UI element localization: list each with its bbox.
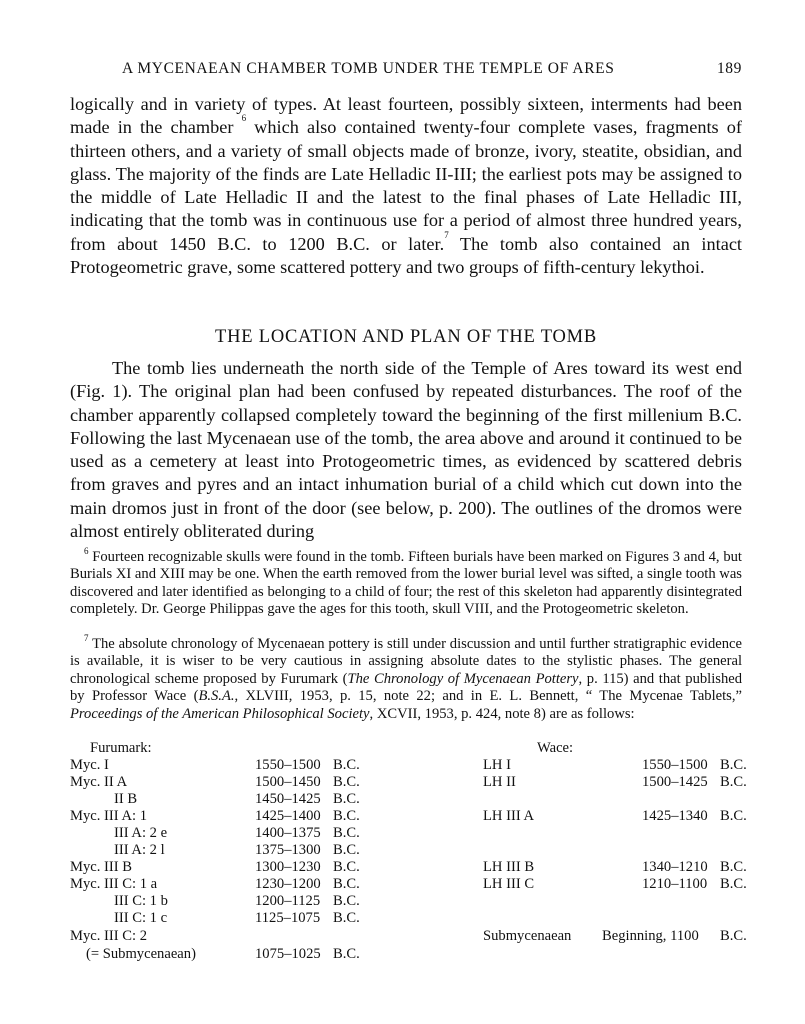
footnote-text: , XLVIII, 1953, p. 15, note 22; and in E. L. Bennett, “ The Mycenae Tablets,” — [234, 688, 742, 705]
furumark-phase: II B — [114, 791, 138, 807]
wace-phase: LH III B — [483, 859, 535, 875]
wace-dates: 1210–1100 — [642, 876, 708, 892]
footnote-mark: 6 — [84, 546, 89, 556]
wace-era: B.C. — [720, 774, 747, 790]
paragraph-intro — [70, 93, 742, 279]
furumark-phase: Myc. III A: 1 — [70, 808, 148, 824]
furumark-phase: Myc. III C: 1 a — [70, 876, 158, 892]
text-run: The tomb also contained an intact Protogeometric grave, some scattered pottery and two groups of fifth-century lekythoi. — [70, 233, 743, 278]
furumark-dates: 1075–1025 — [255, 946, 321, 962]
furumark-dates: 1200–1125 — [255, 893, 321, 909]
wace-dates: 1425–1340 — [642, 808, 708, 824]
paragraph-location — [70, 357, 742, 543]
furumark-era: B.C. — [333, 910, 360, 926]
page-number: 189 — [716, 60, 742, 77]
furumark-dates: 1400–1375 — [255, 825, 321, 841]
running-head-title: A MYCENAEAN CHAMBER TOMB UNDER THE TEMPLE OF ARES — [122, 60, 615, 77]
journal-title: Proceedings of the American Philosophical Society — [70, 705, 370, 722]
wace-era: B.C. — [720, 757, 747, 773]
furumark-era: B.C. — [333, 876, 360, 892]
furumark-phase: (= Submycenaean) — [86, 946, 196, 962]
section-heading: THE LOCATION AND PLAN OF THE TOMB — [214, 327, 598, 347]
furumark-era: B.C. — [333, 774, 360, 790]
furumark-dates: 1500–1450 — [255, 774, 321, 790]
wace-phase: LH I — [483, 757, 511, 773]
furumark-dates: 1550–1500 — [255, 757, 321, 773]
journal-abbrev: B.S.A. — [198, 688, 235, 705]
text-run: Following the last Mycenaean use of the tomb, the area above and around it continued to be used as a cemetery at least into Protogeometric times, as evidenced by scattered debris from graves and pyres and an intact inhumation burial of a child which cut down into the main dromos just in front of the door (see below, p. 200). The outlines of the dromos were almost entirely obliterated during — [70, 427, 742, 542]
furumark-phase: III C: 1 b — [114, 893, 168, 909]
furumark-phase: Myc. III C: 2 — [70, 928, 148, 944]
wace-dates: Beginning, 1100 — [602, 928, 699, 944]
wace-era: B.C. — [720, 928, 747, 944]
book-title: The Chronology of Mycenaean Pottery — [347, 670, 579, 687]
furumark-era: B.C. — [333, 859, 360, 875]
furumark-dates: 1375–1300 — [255, 842, 321, 858]
furumark-dates: 1425–1400 — [255, 808, 321, 824]
furumark-phase: III C: 1 c — [114, 910, 168, 926]
footnote-6 — [70, 546, 742, 619]
footnote-text: The absolute chronology of Mycenaean pottery is still under discussion and until further stratigraphic evidence is available, it is wiser to be very cautious in assigning absolute dates to the stylistic phases. The general chronological scheme proposed by Furumark ( — [70, 636, 743, 687]
text-run: which also contained twenty-four complete vases, fragments of thirteen others, and a variety of small objects made of bronze, ivory, steatite, obsidian, and glass. The majority of the finds are Late Helladic II-III; the earliest pots may be assigned to the middle of Late Helladic II and the latest to the final phases of Late Helladic III, indicating that the tomb was in continuous use for a period of almost three hundred years, from about 1450 — [70, 117, 742, 254]
wace-dates: 1340–1210 — [642, 859, 708, 875]
era-abbrev: B.C. — [708, 404, 742, 425]
furumark-era: B.C. — [333, 791, 360, 807]
wace-dates: 1550–1500 — [642, 757, 708, 773]
wace-era: B.C. — [720, 876, 747, 892]
furumark-era: B.C. — [333, 842, 360, 858]
text-run: The tomb lies underneath the north side of the Temple of Ares toward its west end (Fig. 1). The original plan had been confused by repeated disturbances. The roof of the chamber apparently collapsed completely toward the beginning of the first millenium — [70, 358, 742, 425]
furumark-era: B.C. — [333, 808, 360, 824]
furumark-era: B.C. — [333, 757, 360, 773]
era-abbrev: B.C. — [217, 233, 251, 254]
footnote-mark: 7 — [84, 633, 89, 643]
text-run: to 1200 — [250, 233, 337, 254]
text-run: or later. — [369, 233, 445, 254]
furumark-era: B.C. — [333, 893, 360, 909]
wace-era: B.C. — [720, 808, 747, 824]
wace-era: B.C. — [720, 859, 747, 875]
footnote-text: , XCVII, 1953, p. 424, note 8) are as follows: — [369, 705, 635, 722]
furumark-phase: Myc. II A — [70, 774, 128, 790]
wace-dates: 1500–1425 — [642, 774, 708, 790]
footnote-text: Fourteen recognizable skulls were found in the tomb. Fifteen burials have been marked on Figures 3 and 4, but Burials XI and XIII may be one. When the earth removed from the lower burial level was sifted, a single tooth was discovered and later identified as belonging to a child of four; the rest of this skeleton had apparently disintegrated completely. Dr. George Philippas gave the ages for this tooth, skull VIII, and the Protogeometric skeleton. — [70, 549, 742, 618]
footnote-ref[interactable]: 7 — [444, 229, 449, 240]
wace-phase: LH III A — [483, 808, 535, 824]
furumark-phase: III A: 2 e — [114, 825, 168, 841]
wace-phase: Submycenaean — [483, 928, 572, 944]
era-abbrev: B.C. — [336, 233, 370, 254]
furumark-phase: III A: 2 l — [114, 842, 165, 858]
running-head — [70, 60, 742, 84]
wace-phase: LH II — [483, 774, 516, 790]
furumark-era: B.C. — [333, 946, 360, 962]
footnote-ref[interactable]: 6 — [241, 113, 247, 124]
furumark-era: B.C. — [333, 825, 360, 841]
furumark-phase: Myc. I — [70, 757, 109, 773]
furumark-dates: 1230–1200 — [255, 876, 321, 892]
wace-phase: LH III C — [483, 876, 535, 892]
furumark-dates: 1450–1425 — [255, 791, 321, 807]
text-run: logically and in variety of types. At least fourteen, possibly sixteen, interments had been made in the chamber — [70, 94, 742, 138]
furumark-phase: Myc. III B — [70, 859, 133, 875]
footnote-text: , p. 115) and that published by Professor Wace ( — [70, 670, 743, 705]
wace-heading: Wace: — [537, 740, 574, 756]
furumark-dates: 1125–1075 — [255, 910, 321, 926]
footnote-7 — [70, 633, 743, 723]
furumark-dates: 1300–1230 — [255, 859, 321, 875]
furumark-heading: Furumark: — [90, 740, 152, 756]
